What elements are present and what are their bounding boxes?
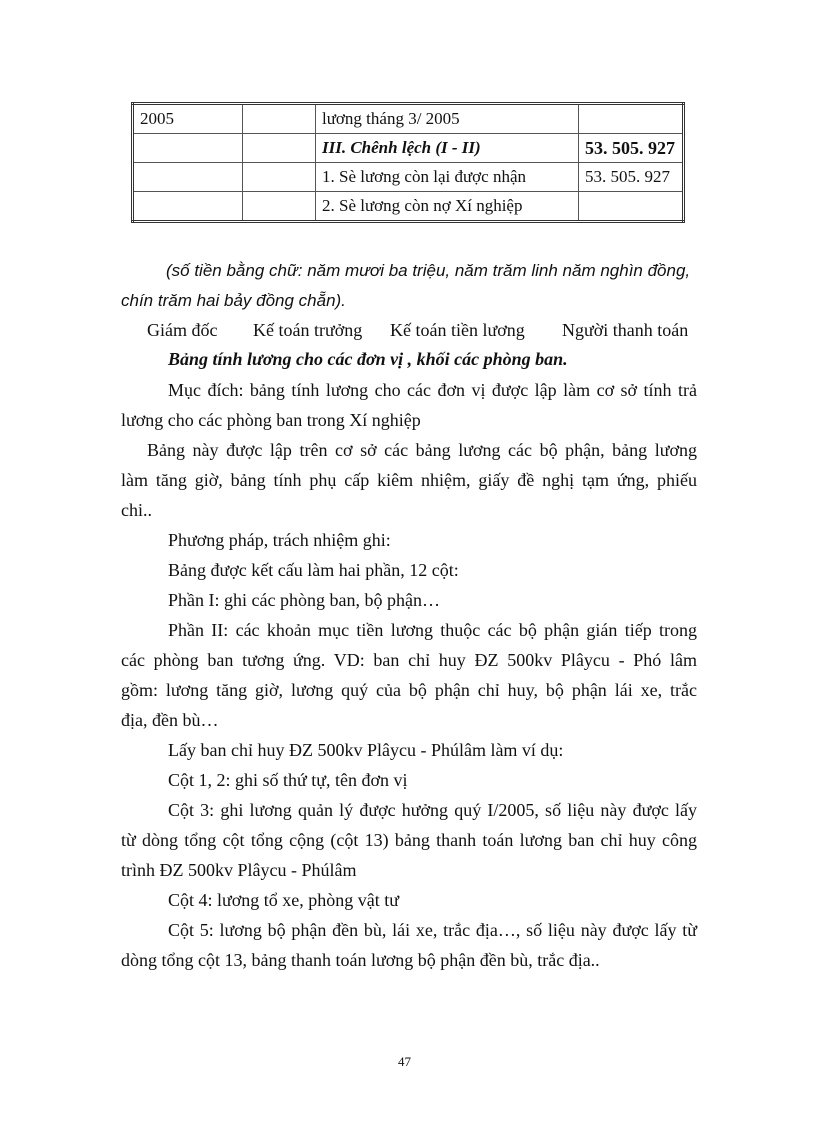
section-heading: Bảng tính lương cho các đơn vị , khối các phòng ban. [168,349,568,369]
paragraph-line: địa, đền bù… [121,710,219,730]
signature-payroll-accountant: Kế toán tiền lương [390,320,525,340]
difference-label-cell: III. Chênh lệch (I - II) [316,134,579,163]
paragraph-line: Bảng được kết cấu làm hai phần, 12 cột: [168,560,459,580]
paragraph-line: Lấy ban chỉ huy ĐZ 500kv Plâycu - Phúlâm làm ví dụ: [168,740,564,760]
paragraph-line: Phương pháp, trách nhiệm ghi: [168,530,391,550]
paragraph-line: Phần II: các khoản mục tiền lương thuộc các bộ phận gián tiếp trong [168,620,697,640]
table-cell [133,134,243,163]
table-row [133,192,684,222]
paragraph-line: gồm: lương tăng giờ, lương quý của bộ phận chỉ huy, bộ phận lái xe, trắc [121,680,697,700]
paragraph-line: Cột 5: lương bộ phận đền bù, lái xe, trắc địa…, số liệu này được lấy từ [168,920,697,940]
paragraph-line: Bảng này được lập trên cơ sở các bảng lương các bộ phận, bảng lương [147,440,697,460]
table-cell [133,192,243,222]
table-cell: 53. 505. 927 [579,163,684,192]
paragraph-line: các phòng ban tương ứng. VD: ban chỉ huy ĐZ 500kv Plâycu - Phó lâm [121,650,697,670]
amount-in-words-line: (số tiền bằng chữ: năm mươi ba triệu, năm trăm linh năm nghìn đồng, [166,261,691,280]
table-cell [243,134,316,163]
paragraph-line: làm tăng giờ, bảng tính phụ cấp kiêm nhiệm, giấy đề nghị tạm ứng, phiếu [121,470,697,490]
paragraph-line: lương cho các phòng ban trong Xí nghiệp [121,410,421,430]
paragraph-line: Cột 1, 2: ghi số thứ tự, tên đơn vị [168,770,408,790]
table-cell [243,163,316,192]
table-row [133,163,684,192]
table-cell: 2005 [133,104,243,134]
difference-amount-cell: 53. 505. 927 [579,134,684,163]
table-cell: 1. Sè lương còn lại được nhận [316,163,579,192]
table-cell [243,192,316,222]
amount-in-words-line: chín trăm hai bảy đồng chẵn). [121,291,346,310]
paragraph-line: trình ĐZ 500kv Plâycu - Phúlâm [121,860,357,880]
table-cell: 2. Sè lương còn nợ Xí nghiệp [316,192,579,222]
paragraph-line: từ dòng tổng cột tổng cộng (cột 13) bảng thanh toán lương ban chỉ huy công [121,830,697,850]
paragraph-line: Cột 3: ghi lương quản lý được hưởng quý I/2005, số liệu này được lấy [168,800,697,820]
table-cell [579,192,684,222]
signature-director: Giám đốc [147,320,218,340]
page-number: 47 [398,1054,411,1069]
salary-difference-table [131,102,685,223]
paragraph-line: Cột 4: lương tổ xe, phòng vật tư [168,890,400,910]
paragraph-line: Phần I: ghi các phòng ban, bộ phận… [168,590,440,610]
table-cell: lương tháng 3/ 2005 [316,104,579,134]
paragraph-line: Mục đích: bảng tính lương cho các đơn vị được lập làm cơ sở tính trả [168,380,697,400]
signature-payee: Người thanh toán [562,320,689,340]
table-cell [579,104,684,134]
table-row [133,134,684,163]
signature-chief-accountant: Kế toán trưởng [253,320,363,340]
paragraph-line: dòng tổng cột 13, bảng thanh toán lương bộ phận đền bù, trắc địa.. [121,950,600,970]
table-cell [133,163,243,192]
paragraph-line: chi.. [121,500,152,520]
table-row [133,104,684,134]
table-cell [243,104,316,134]
